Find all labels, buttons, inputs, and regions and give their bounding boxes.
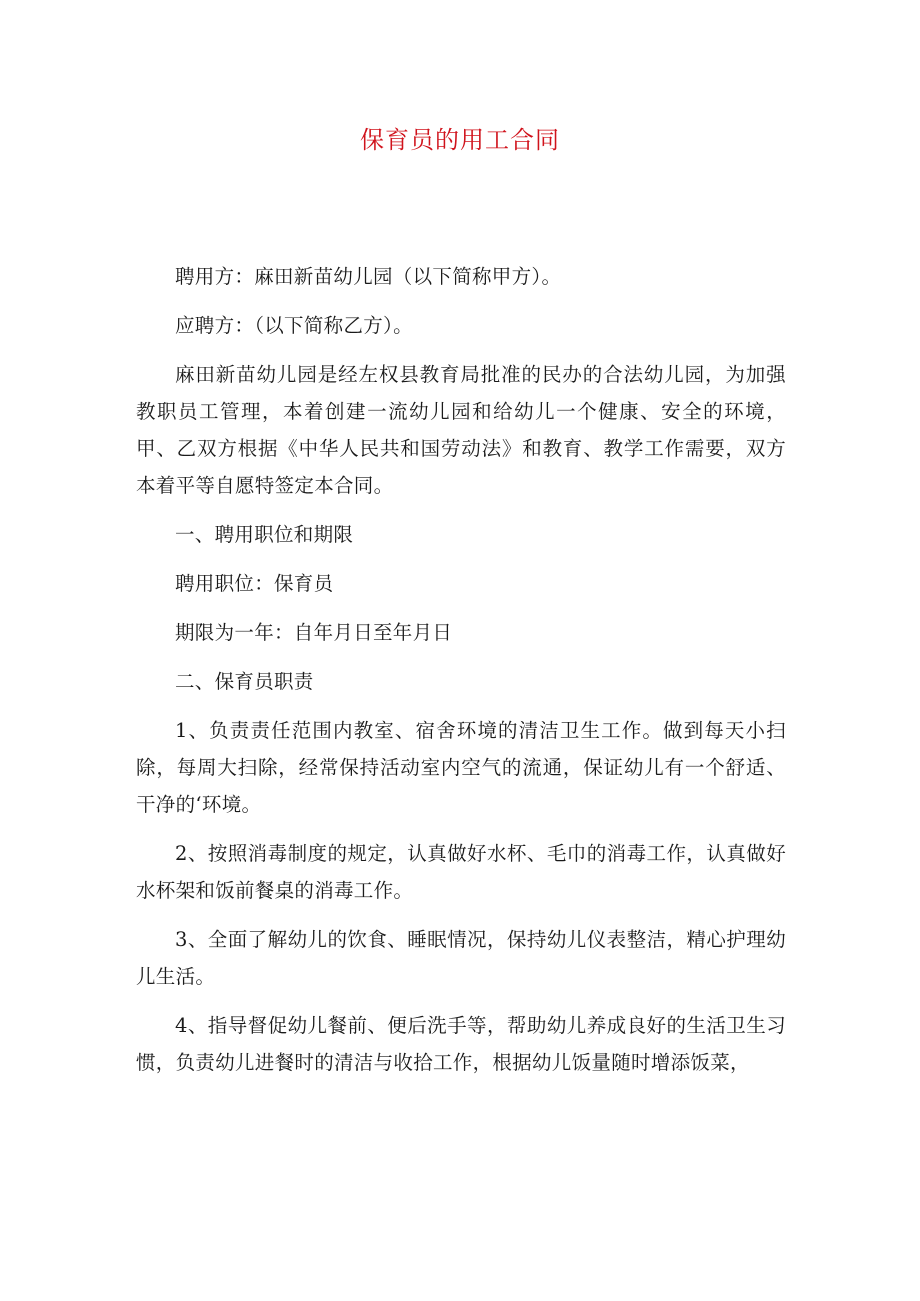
paragraph-position: 聘用职位：保育员 <box>175 572 334 595</box>
paragraph-employer: 聘用方：麻田新苗幼儿园（以下简称甲方）。 <box>175 265 562 288</box>
duty-item-4: 4、指导督促幼儿餐前、便后洗手等，帮助幼儿养成良好的生活卫生习惯，负责幼儿进餐时的清洁与收拾工作，根据幼儿饭量随时增添饭菜， <box>136 1014 786 1074</box>
duty-item-2: 2、按照消毒制度的规定，认真做好水杯、毛巾的消毒工作，认真做好水杯架和饭前餐桌的消毒工作。 <box>136 842 786 902</box>
paragraph-preamble: 麻田新苗幼儿园是经左权县教育局批准的民办的合法幼儿园，为加强教职员工管理，本着创建一流幼儿园和给幼儿一个健康、安全的环境，甲、乙双方根据《中华人民共和国劳动法》和教育、教学工作需要，双方本着平等自愿特签定本合同。 <box>136 363 786 497</box>
duty-item-1: 1、负责责任范围内教室、宿舍环境的清洁卫生工作。做到每天小扫除，每周大扫除，经常保持活动室内空气的流通，保证幼儿有一个舒适、干净的‘环境。 <box>136 719 786 816</box>
paragraph-term: 期限为一年：自年月日至年月日 <box>175 621 453 644</box>
section-heading-duties: 二、保育员职责 <box>175 670 314 693</box>
paragraph-employee: 应聘方：（以下简称乙方）。 <box>175 314 413 337</box>
document-body <box>136 258 786 1093</box>
section-heading-position-term: 一、聘用职位和期限 <box>175 523 354 546</box>
duty-item-3: 3、全面了解幼儿的饮食、睡眠情况，保持幼儿仪表整洁，精心护理幼儿生活。 <box>136 928 786 988</box>
document-title: 保育员的用工合同 <box>360 126 560 154</box>
